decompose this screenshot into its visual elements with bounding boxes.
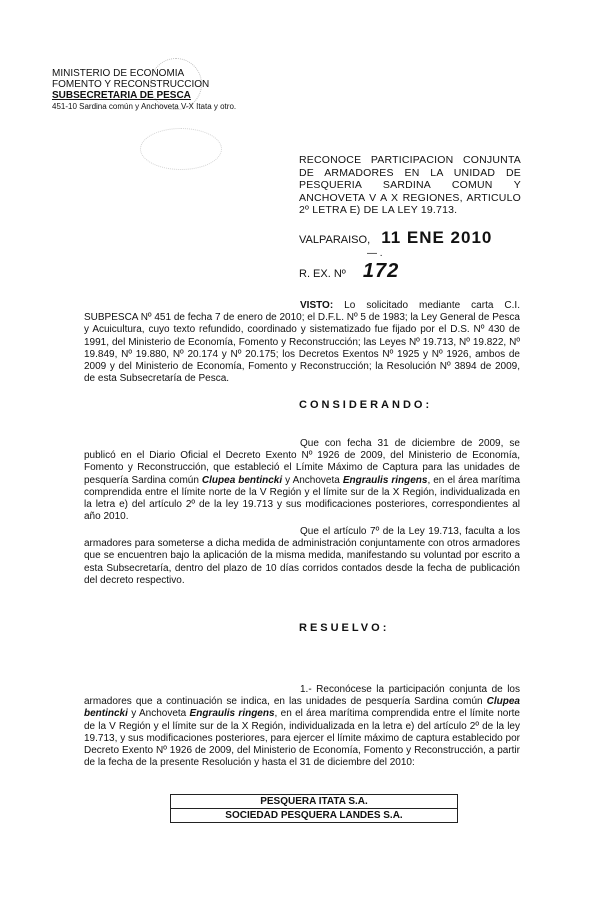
text-segment: 1.- Reconócese la participación conjunta de los armadores que a continuación se indica, en las unidades de pesquería Sardina común	[84, 684, 520, 708]
considerando-paragraph-1	[84, 438, 520, 523]
species-name: Engraulis ringens	[342, 474, 428, 486]
city: VALPARAISO,	[299, 234, 371, 246]
place-date	[299, 228, 493, 259]
species-name: Clupea bentincki	[84, 696, 520, 720]
text-segment: y Anchoveta	[127, 708, 190, 720]
visto-paragraph	[84, 300, 520, 385]
visto-text: Lo solicitado mediante carta C.I. SUBPESCA Nº 451 de fecha 7 de enero de 2010; el D.F.L. Nº 5 de 1983; la Ley General de Pesca y Acuicultura, cuyo texto refundido, coordinado y sistematizado fue fijado por el D.S. Nº 430 de 1991, del Ministerio de Economía, Fomento y Reconstrucción; las Leyes Nº 19.713, Nº 19.822, Nº 19.849, Nº 19.880, Nº 20.174 y Nº 20.175; los Decretos Exentos Nº 1925 y Nº 1926, ambos de 2009 y del Ministerio de Economía, Fomento y Reconstrucción; la Resolución Nº 3894 de 2009, de esta Subsecretaría de Pesca.	[84, 300, 520, 385]
faint-stamp	[140, 128, 222, 170]
text-segment: , en el área marítima comprendida entre el límite norte de la V Región y el límite sur de la X Región, individualizada en la letra e) del artículo 2º de la ley 19.713 y sus modificaciones posteriores, correspondientes al año 2010.	[84, 474, 521, 523]
text-segment: y Anchoveta	[282, 474, 343, 486]
date-stamp: 11 ENE 2010	[381, 228, 493, 247]
text-segment: , en el área marítima comprendida entre el límite norte de la V Región y el límite sur de la X Región, individualizada en la letra e) del artículo 2º de la ley 19.713, y sus modificaciones posteriores, para ejercer el límite máximo de captura establecido por Decreto Exento Nº 1926 de 2009, del Ministerio de Economía, Fomento y Reconstrucción, a partir de la fecha de la presente Resolución y hasta el 31 de diciembre del 2010:	[84, 708, 520, 769]
company-row: PESQUERA ITATA S.A.	[260, 796, 368, 807]
considerando-paragraph-2: Que el artículo 7º de la Ley 19.713, faculta a los armadores para someterse a dicha medida de administración conjuntamente con otros armadores que se encuentren bajo la aplicación de la misma medida, manifestando su voluntad por escrito a esta Subsecretaría, dentro del plazo de 10 días corridos contados desde la fecha de publicación del decreto respectivo.	[84, 526, 520, 586]
letterhead	[52, 68, 312, 112]
resuelvo-heading: RESUELVO:	[299, 622, 390, 634]
ministry-name: MINISTERIO DE ECONOMIA	[52, 68, 185, 79]
visto-label: VISTO:	[300, 300, 334, 311]
companies-table	[170, 794, 458, 823]
resuelvo-paragraph-1	[84, 684, 520, 769]
species-name: Engraulis ringens	[189, 708, 275, 720]
species-name: Clupea bentincki	[201, 474, 283, 486]
dash-mark: — .	[367, 248, 383, 259]
file-reference: 451-10 Sardina común y Anchoveta V-X Itata y otro.	[52, 102, 237, 111]
ministry-name-2: FOMENTO Y RECONSTRUCCION	[52, 79, 210, 90]
resolution-number	[299, 260, 399, 283]
company-row: SOCIEDAD PESQUERA LANDES S.A.	[171, 808, 457, 822]
subsecretaria-name: SUBSECRETARIA DE PESCA	[52, 90, 191, 101]
resolution-number-value: 172	[362, 260, 400, 282]
resolution-label: R. EX. Nº	[299, 268, 346, 280]
resolution-summary: RECONOCE PARTICIPACION CONJUNTA DE ARMADORES EN LA UNIDAD DE PESQUERIA SARDINA COMUN Y ANCHOVETA V A X REGIONES, ARTICULO 2º LETRA E) DE LA LEY 19.713.	[299, 154, 521, 216]
considerando-heading: CONSIDERANDO:	[299, 399, 433, 411]
text-segment: Que con fecha 31 de diciembre de 2009, se publicó en el Diario Oficial el Decreto Exento Nº 1926 de 2009, del Ministerio de Economía, Fomento y Reconstrucción, que estableció el Límite Máximo de Captura para las unidades de pesquería Sardina común	[84, 438, 520, 486]
